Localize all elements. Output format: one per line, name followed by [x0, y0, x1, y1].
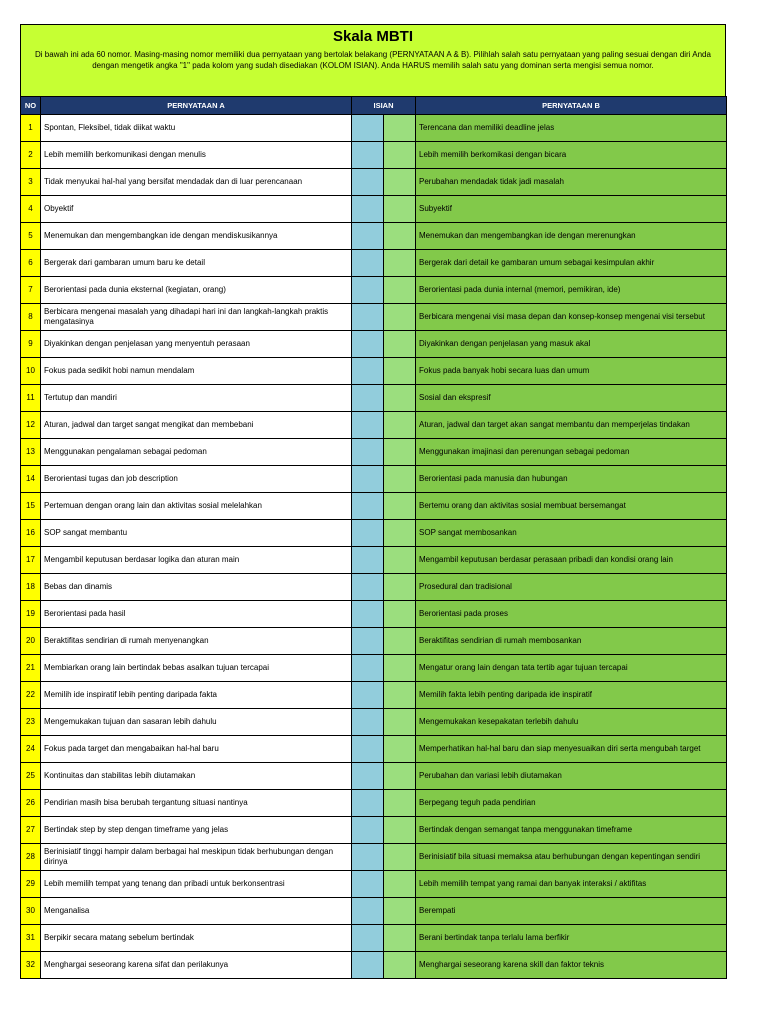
- table-row: [21, 844, 727, 871]
- isian-a-cell[interactable]: [352, 385, 384, 412]
- row-number: 6: [21, 250, 41, 277]
- table-row: [21, 925, 727, 952]
- isian-a-cell[interactable]: [352, 493, 384, 520]
- isian-b-cell[interactable]: [384, 223, 416, 250]
- isian-b-cell[interactable]: [384, 898, 416, 925]
- row-number: 8: [21, 304, 41, 331]
- table-row: [21, 358, 727, 385]
- row-number: 27: [21, 817, 41, 844]
- isian-a-cell[interactable]: [352, 331, 384, 358]
- table-row: [21, 628, 727, 655]
- column-header-no: NO: [21, 97, 41, 115]
- pernyataan-a-cell: Berpikir secara matang sebelum bertindak: [41, 925, 352, 952]
- table-row: [21, 466, 727, 493]
- isian-b-cell[interactable]: [384, 520, 416, 547]
- isian-a-cell[interactable]: [352, 520, 384, 547]
- isian-a-cell[interactable]: [352, 304, 384, 331]
- isian-b-cell[interactable]: [384, 628, 416, 655]
- table-row: [21, 682, 727, 709]
- isian-b-cell[interactable]: [384, 277, 416, 304]
- table-row: [21, 412, 727, 439]
- table-row: [21, 817, 727, 844]
- pernyataan-b-cell: Berempati: [416, 898, 727, 925]
- pernyataan-a-cell: Berorientasi tugas dan job description: [41, 466, 352, 493]
- row-number: 25: [21, 763, 41, 790]
- isian-b-cell[interactable]: [384, 142, 416, 169]
- isian-b-cell[interactable]: [384, 466, 416, 493]
- pernyataan-a-cell: Beraktifitas sendirian di rumah menyenangkan: [41, 628, 352, 655]
- column-header-isian: ISIAN: [352, 97, 416, 115]
- isian-b-cell[interactable]: [384, 196, 416, 223]
- isian-b-cell[interactable]: [384, 304, 416, 331]
- isian-b-cell[interactable]: [384, 385, 416, 412]
- pernyataan-a-cell: Spontan, Fleksibel, tidak diikat waktu: [41, 115, 352, 142]
- pernyataan-b-cell: Menghargai seseorang karena skill dan faktor teknis: [416, 952, 727, 979]
- isian-a-cell[interactable]: [352, 709, 384, 736]
- isian-a-cell[interactable]: [352, 574, 384, 601]
- pernyataan-b-cell: Berpegang teguh pada pendirian: [416, 790, 727, 817]
- pernyataan-b-cell: Berani bertindak tanpa terlalu lama berfikir: [416, 925, 727, 952]
- pernyataan-a-cell: Fokus pada target dan mengabaikan hal-hal baru: [41, 736, 352, 763]
- row-number: 22: [21, 682, 41, 709]
- table-row: [21, 115, 727, 142]
- row-number: 30: [21, 898, 41, 925]
- row-number: 10: [21, 358, 41, 385]
- pernyataan-a-cell: Tidak menyukai hal-hal yang bersifat mendadak dan di luar perencanaan: [41, 169, 352, 196]
- pernyataan-b-cell: Sosial dan ekspresif: [416, 385, 727, 412]
- row-number: 17: [21, 547, 41, 574]
- pernyataan-b-cell: Memperhatikan hal-hal baru dan siap menyesuaikan diri serta mengubah target: [416, 736, 727, 763]
- isian-a-cell[interactable]: [352, 142, 384, 169]
- pernyataan-a-cell: Memilih ide inspiratif lebih penting daripada fakta: [41, 682, 352, 709]
- table-row: [21, 196, 727, 223]
- sheet-header: [20, 24, 726, 96]
- pernyataan-a-cell: Berorientasi pada hasil: [41, 601, 352, 628]
- pernyataan-a-cell: Kontinuitas dan stabilitas lebih diutamakan: [41, 763, 352, 790]
- pernyataan-a-cell: Bertindak step by step dengan timeframe yang jelas: [41, 817, 352, 844]
- isian-a-cell[interactable]: [352, 628, 384, 655]
- pernyataan-b-cell: Aturan, jadwal dan target akan sangat membantu dan memperjelas tindakan: [416, 412, 727, 439]
- pernyataan-b-cell: Mengambil keputusan berdasar perasaan pribadi dan kondisi orang lain: [416, 547, 727, 574]
- pernyataan-a-cell: Menggunakan pengalaman sebagai pedoman: [41, 439, 352, 466]
- pernyataan-b-cell: Menemukan dan mengembangkan ide dengan merenungkan: [416, 223, 727, 250]
- isian-a-cell[interactable]: [352, 358, 384, 385]
- isian-a-cell[interactable]: [352, 250, 384, 277]
- pernyataan-b-cell: Mengemukakan kesepakatan terlebih dahulu: [416, 709, 727, 736]
- column-header-pernyataan-a: PERNYATAAN A: [41, 97, 352, 115]
- table-row: [21, 763, 727, 790]
- pernyataan-b-cell: Berorientasi pada proses: [416, 601, 727, 628]
- isian-b-cell[interactable]: [384, 844, 416, 871]
- table-row: [21, 520, 727, 547]
- pernyataan-a-cell: Tertutup dan mandiri: [41, 385, 352, 412]
- row-number: 28: [21, 844, 41, 871]
- isian-b-cell[interactable]: [384, 871, 416, 898]
- pernyataan-b-cell: Perubahan dan variasi lebih diutamakan: [416, 763, 727, 790]
- table-body: [21, 115, 727, 979]
- table-row: [21, 169, 727, 196]
- table-row: [21, 709, 727, 736]
- isian-a-cell[interactable]: [352, 817, 384, 844]
- isian-a-cell[interactable]: [352, 466, 384, 493]
- pernyataan-a-cell: Menemukan dan mengembangkan ide dengan mendiskusikannya: [41, 223, 352, 250]
- isian-b-cell[interactable]: [384, 250, 416, 277]
- table-row: [21, 655, 727, 682]
- row-number: 13: [21, 439, 41, 466]
- isian-b-cell[interactable]: [384, 655, 416, 682]
- isian-b-cell[interactable]: [384, 412, 416, 439]
- row-number: 26: [21, 790, 41, 817]
- row-number: 31: [21, 925, 41, 952]
- row-number: 21: [21, 655, 41, 682]
- pernyataan-b-cell: Beraktifitas sendirian di rumah membosankan: [416, 628, 727, 655]
- pernyataan-b-cell: Fokus pada banyak hobi secara luas dan umum: [416, 358, 727, 385]
- pernyataan-b-cell: Berorientasi pada manusia dan hubungan: [416, 466, 727, 493]
- isian-b-cell[interactable]: [384, 547, 416, 574]
- column-header-pernyataan-b: PERNYATAAN B: [416, 97, 727, 115]
- row-number: 7: [21, 277, 41, 304]
- row-number: 9: [21, 331, 41, 358]
- row-number: 32: [21, 952, 41, 979]
- row-number: 24: [21, 736, 41, 763]
- row-number: 20: [21, 628, 41, 655]
- isian-a-cell[interactable]: [352, 655, 384, 682]
- pernyataan-b-cell: Subyektif: [416, 196, 727, 223]
- isian-b-cell[interactable]: [384, 493, 416, 520]
- isian-b-cell[interactable]: [384, 925, 416, 952]
- isian-b-cell[interactable]: [384, 358, 416, 385]
- pernyataan-a-cell: Diyakinkan dengan penjelasan yang menyentuh perasaan: [41, 331, 352, 358]
- row-number: 5: [21, 223, 41, 250]
- table-row: [21, 385, 727, 412]
- row-number: 3: [21, 169, 41, 196]
- row-number: 11: [21, 385, 41, 412]
- pernyataan-a-cell: Bebas dan dinamis: [41, 574, 352, 601]
- pernyataan-a-cell: Berorientasi pada dunia eksternal (kegiatan, orang): [41, 277, 352, 304]
- pernyataan-b-cell: Terencana dan memiliki deadline jelas: [416, 115, 727, 142]
- isian-a-cell[interactable]: [352, 871, 384, 898]
- table-row: [21, 142, 727, 169]
- table-row: [21, 574, 727, 601]
- isian-a-cell[interactable]: [352, 952, 384, 979]
- table-row: [21, 493, 727, 520]
- table-row: [21, 223, 727, 250]
- table-row: [21, 790, 727, 817]
- isian-a-cell[interactable]: [352, 223, 384, 250]
- row-number: 4: [21, 196, 41, 223]
- instructions-text: Di bawah ini ada 60 nomor. Masing-masing nomor memiliki dua pernyataan yang bertolak belakang (PERNYATAAN A & B). Pilihlah salah satu pernyataan yang paling sesuai dengan diri Anda dengan mengetik angka "1" pada kolom yang sudah disediakan (KOLOM ISIAN). Anda HARUS memilih salah satu yang dominan serta mengisi semua nomor.: [35, 50, 711, 70]
- row-number: 14: [21, 466, 41, 493]
- isian-a-cell[interactable]: [352, 898, 384, 925]
- pernyataan-b-cell: Memilih fakta lebih penting daripada ide inspiratif: [416, 682, 727, 709]
- isian-b-cell[interactable]: [384, 115, 416, 142]
- mbti-table: [20, 96, 727, 979]
- table-row: [21, 736, 727, 763]
- row-number: 2: [21, 142, 41, 169]
- row-number: 12: [21, 412, 41, 439]
- isian-a-cell[interactable]: [352, 925, 384, 952]
- table-row: [21, 952, 727, 979]
- table-row: [21, 601, 727, 628]
- isian-b-cell[interactable]: [384, 736, 416, 763]
- pernyataan-b-cell: Diyakinkan dengan penjelasan yang masuk akal: [416, 331, 727, 358]
- pernyataan-b-cell: Lebih memilih berkomikasi dengan bicara: [416, 142, 727, 169]
- pernyataan-a-cell: Pendirian masih bisa berubah tergantung situasi nantinya: [41, 790, 352, 817]
- pernyataan-b-cell: Prosedural dan tradisional: [416, 574, 727, 601]
- table-row: [21, 304, 727, 331]
- page-title: Skala MBTI: [332, 28, 414, 45]
- pernyataan-a-cell: Aturan, jadwal dan target sangat mengikat dan membebani: [41, 412, 352, 439]
- isian-b-cell[interactable]: [384, 682, 416, 709]
- pernyataan-a-cell: Berbicara mengenai masalah yang dihadapi hari ini dan langkah-langkah praktis mengatasinya: [41, 304, 352, 331]
- pernyataan-b-cell: Perubahan mendadak tidak jadi masalah: [416, 169, 727, 196]
- pernyataan-b-cell: Bertindak dengan semangat tanpa menggunakan timeframe: [416, 817, 727, 844]
- isian-b-cell[interactable]: [384, 169, 416, 196]
- isian-b-cell[interactable]: [384, 709, 416, 736]
- pernyataan-b-cell: Berorientasi pada dunia internal (memori, pemikiran, ide): [416, 277, 727, 304]
- table-row: [21, 331, 727, 358]
- pernyataan-b-cell: SOP sangat membosankan: [416, 520, 727, 547]
- isian-a-cell[interactable]: [352, 547, 384, 574]
- isian-a-cell[interactable]: [352, 412, 384, 439]
- row-number: 23: [21, 709, 41, 736]
- isian-a-cell[interactable]: [352, 439, 384, 466]
- pernyataan-a-cell: Menganalisa: [41, 898, 352, 925]
- isian-b-cell[interactable]: [384, 439, 416, 466]
- isian-b-cell[interactable]: [384, 817, 416, 844]
- isian-b-cell[interactable]: [384, 574, 416, 601]
- pernyataan-a-cell: Bergerak dari gambaran umum baru ke detail: [41, 250, 352, 277]
- pernyataan-a-cell: Pertemuan dengan orang lain dan aktivitas sosial melelahkan: [41, 493, 352, 520]
- row-number: 29: [21, 871, 41, 898]
- isian-a-cell[interactable]: [352, 682, 384, 709]
- table-row: [21, 898, 727, 925]
- pernyataan-b-cell: Berbicara mengenai visi masa depan dan konsep-konsep mengenai visi tersebut: [416, 304, 727, 331]
- isian-b-cell[interactable]: [384, 601, 416, 628]
- pernyataan-b-cell: Mengatur orang lain dengan tata tertib agar tujuan tercapai: [416, 655, 727, 682]
- isian-a-cell[interactable]: [352, 277, 384, 304]
- isian-b-cell[interactable]: [384, 763, 416, 790]
- mbti-sheet: [20, 24, 726, 979]
- pernyataan-b-cell: Bertemu orang dan aktivitas sosial membuat bersemangat: [416, 493, 727, 520]
- pernyataan-a-cell: Mengemukakan tujuan dan sasaran lebih dahulu: [41, 709, 352, 736]
- table-row: [21, 871, 727, 898]
- pernyataan-a-cell: SOP sangat membantu: [41, 520, 352, 547]
- pernyataan-b-cell: Bergerak dari detail ke gambaran umum sebagai kesimpulan akhir: [416, 250, 727, 277]
- isian-a-cell[interactable]: [352, 601, 384, 628]
- pernyataan-a-cell: Mengambil keputusan berdasar logika dan aturan main: [41, 547, 352, 574]
- table-row: [21, 439, 727, 466]
- isian-a-cell[interactable]: [352, 736, 384, 763]
- isian-b-cell[interactable]: [384, 952, 416, 979]
- pernyataan-a-cell: Berinisiatif tinggi hampir dalam berbagai hal meskipun tidak berhubungan dengan dirinya: [41, 844, 352, 871]
- pernyataan-a-cell: Menghargai seseorang karena sifat dan perilakunya: [41, 952, 352, 979]
- table-header-row: [21, 97, 727, 115]
- isian-a-cell[interactable]: [352, 115, 384, 142]
- table-row: [21, 250, 727, 277]
- row-number: 1: [21, 115, 41, 142]
- pernyataan-b-cell: Lebih memilih tempat yang ramai dan banyak interaksi / aktifitas: [416, 871, 727, 898]
- pernyataan-b-cell: Berinisiatif bila situasi memaksa atau berhubungan dengan kepentingan sendiri: [416, 844, 727, 871]
- isian-a-cell[interactable]: [352, 196, 384, 223]
- pernyataan-b-cell: Menggunakan imajinasi dan perenungan sebagai pedoman: [416, 439, 727, 466]
- row-number: 19: [21, 601, 41, 628]
- pernyataan-a-cell: Lebih memilih berkomunikasi dengan menulis: [41, 142, 352, 169]
- isian-a-cell[interactable]: [352, 169, 384, 196]
- table-row: [21, 277, 727, 304]
- pernyataan-a-cell: Fokus pada sedikit hobi namun mendalam: [41, 358, 352, 385]
- isian-b-cell[interactable]: [384, 331, 416, 358]
- pernyataan-a-cell: Obyektif: [41, 196, 352, 223]
- isian-a-cell[interactable]: [352, 763, 384, 790]
- table-row: [21, 547, 727, 574]
- row-number: 18: [21, 574, 41, 601]
- row-number: 16: [21, 520, 41, 547]
- pernyataan-a-cell: Lebih memilih tempat yang tenang dan pribadi untuk berkonsentrasi: [41, 871, 352, 898]
- isian-a-cell[interactable]: [352, 844, 384, 871]
- isian-b-cell[interactable]: [384, 790, 416, 817]
- isian-a-cell[interactable]: [352, 790, 384, 817]
- row-number: 15: [21, 493, 41, 520]
- pernyataan-a-cell: Membiarkan orang lain bertindak bebas asalkan tujuan tercapai: [41, 655, 352, 682]
